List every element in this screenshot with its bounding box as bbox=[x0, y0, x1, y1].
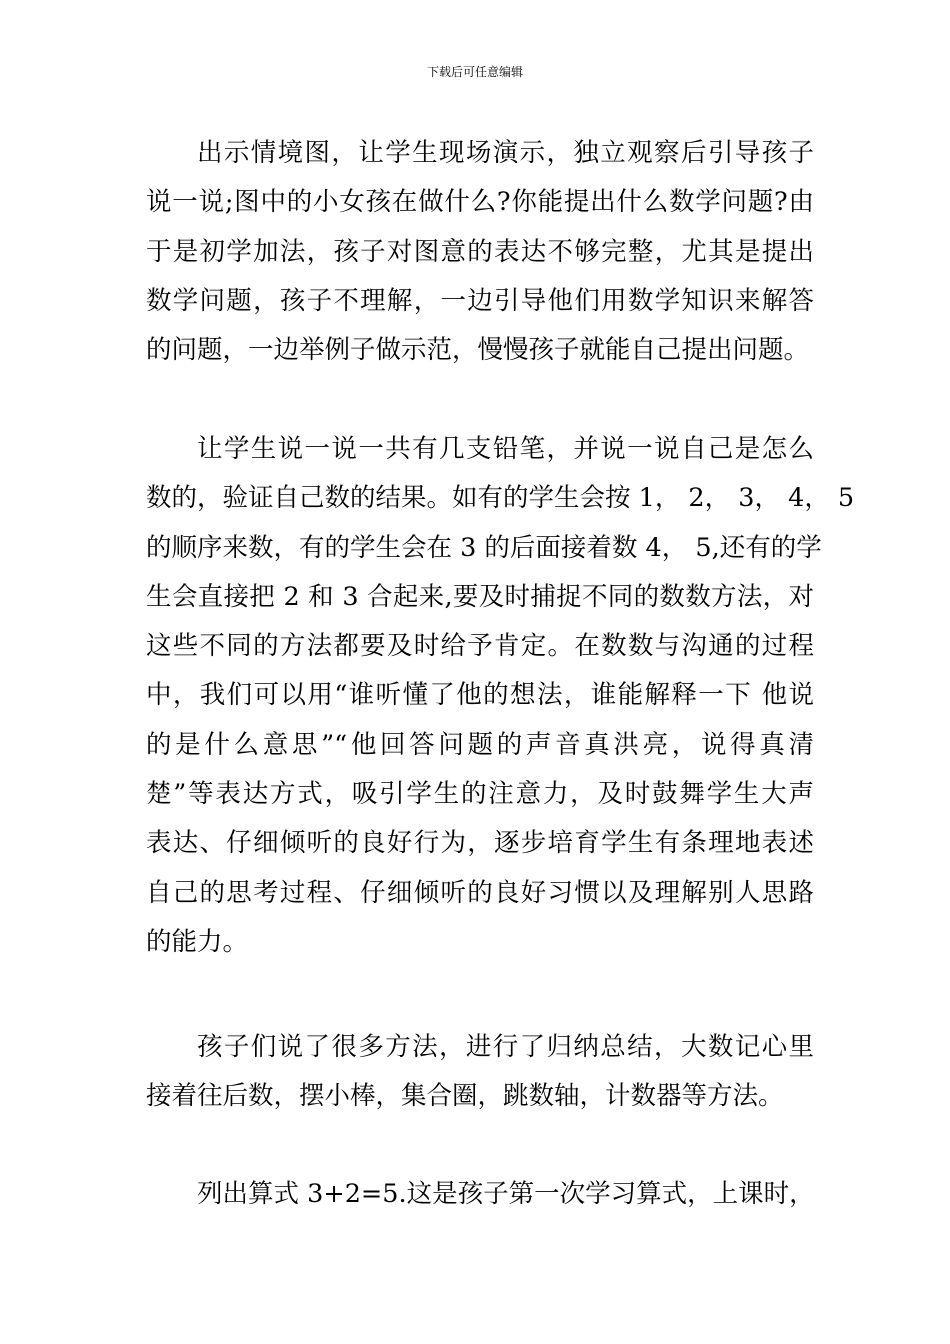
text-line: 的能力。 bbox=[146, 926, 249, 957]
page-header: 下载后可任意编辑 bbox=[426, 65, 523, 79]
text-line: 于是初学加法，孩子对图意的表达不够完整，尤其是提出 bbox=[146, 236, 814, 267]
text-line: 生会直接把 2 和 3 合起来,要及时捕捉不同的数数方法，对 bbox=[146, 581, 814, 612]
text-line: 接着往后数，摆小棒，集合圈，跳数轴，计数器等方法。 bbox=[146, 1081, 784, 1112]
paragraph-1 bbox=[146, 129, 814, 375]
text-line: 表达、仔细倾听的良好行为，逐步培育学生有条理地表述 bbox=[146, 828, 814, 859]
text-line: 自己的思考过程、仔细倾听的良好习惯以及理解别人思路 bbox=[146, 877, 814, 908]
text-line: 说一说;图中的小女孩在做什么?你能提出什么数学问题?由 bbox=[146, 187, 814, 218]
text-line: 中，我们可以用“谁听懂了他的想法，谁能解释一下 他说 bbox=[146, 680, 814, 711]
text-line: 的是什么意思”“他回答问题的声音真洪亮，说得真清 bbox=[146, 729, 814, 760]
text-line: 这些不同的方法都要及时给予肯定。在数数与沟通的过程 bbox=[146, 631, 814, 662]
paragraph-2 bbox=[146, 425, 855, 967]
text-line: 列出算式 3+2=5.这是孩子第一次学习算式，上课时， bbox=[197, 1179, 815, 1209]
text-line: 楚”等表达方式，吸引学生的注意力，及时鼓舞学生大声 bbox=[146, 779, 814, 810]
text-line: 让学生说一说一共有几支铅笔，并说一说自己是怎么 bbox=[197, 434, 814, 464]
paragraph-4 bbox=[146, 1170, 814, 1219]
text-line: 的问题，一边举例子做示范，慢慢孩子就能自己提出问题。 bbox=[146, 335, 810, 366]
paragraph-3 bbox=[146, 1023, 814, 1122]
text-line: 数的，验证自己数的结果。如有的学生会按 1， 2， 3， 4， 5 bbox=[146, 483, 855, 514]
text-line: 的顺序来数，有的学生会在 3 的后面接着数 4， 5,还有的学 bbox=[146, 532, 822, 563]
text-line: 出示情境图，让学生现场演示，独立观察后引导孩子 bbox=[197, 138, 814, 168]
text-line: 数学问题，孩子不理解，一边引导他们用数学知识来解答 bbox=[146, 285, 814, 316]
text-line: 孩子们说了很多方法，进行了归纳总结，大数记心里 bbox=[197, 1032, 814, 1062]
